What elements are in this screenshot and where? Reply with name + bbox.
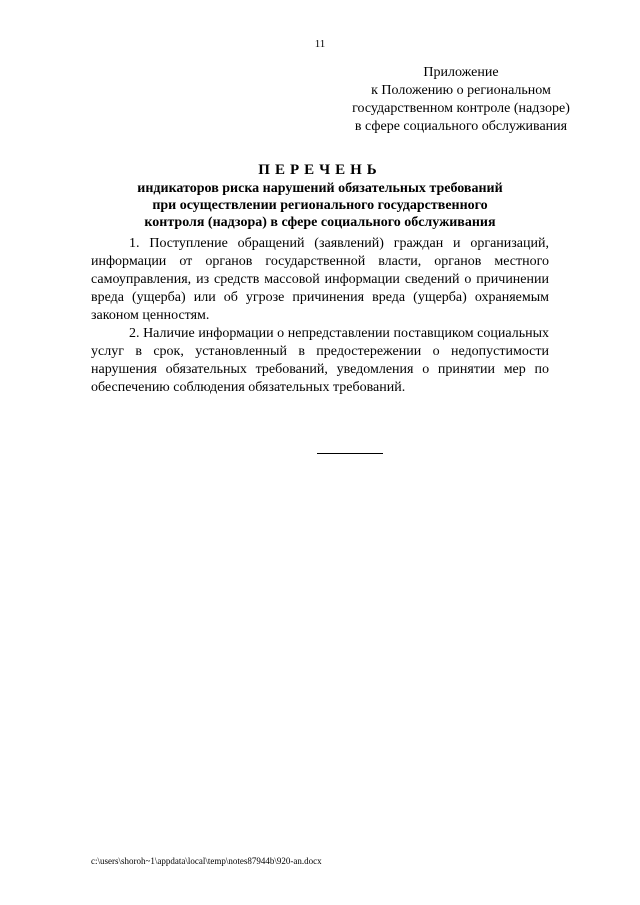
document-title: ПЕРЕЧЕНЬ [258, 162, 382, 178]
appendix-line: государственном контроле (надзоре) [352, 101, 570, 116]
appendix-line: Приложение [423, 65, 499, 80]
list-item: 2. Наличие информации о непредставлении поставщиком социальных услуг в срок, установленный в предостережении о недопустимости нарушения обязательных требований, уведомления о принятии мер по обеспечению соблюдения обязательных требований. [91, 326, 549, 395]
appendix-note [330, 64, 592, 136]
subtitle-line: контроля (надзора) в сфере социального обслуживания [144, 215, 496, 230]
subtitle-line: индикаторов риска нарушений обязательных требований [137, 181, 503, 196]
footer-file-path: c:\users\shoroh~1\appdata\local\temp\notes87944b\920-an.docx [91, 856, 322, 866]
end-separator-line [317, 453, 383, 454]
appendix-line: к Положению о региональном [371, 83, 551, 98]
list-item: 1. Поступление обращений (заявлений) граждан и организаций, информации от органов государственной власти, органов местного самоуправления, из средств массовой информации сведений о причинении вреда (ущерба) или об угрозе причинения вреда (ущерба) охраняемым законом ценностям. [91, 236, 549, 323]
document-subtitle [0, 180, 640, 231]
page-number: 11 [314, 38, 326, 50]
subtitle-line: при осуществлении регионального государственного [152, 198, 488, 213]
appendix-line: в сфере социального обслуживания [354, 119, 568, 134]
document-body [91, 235, 549, 397]
